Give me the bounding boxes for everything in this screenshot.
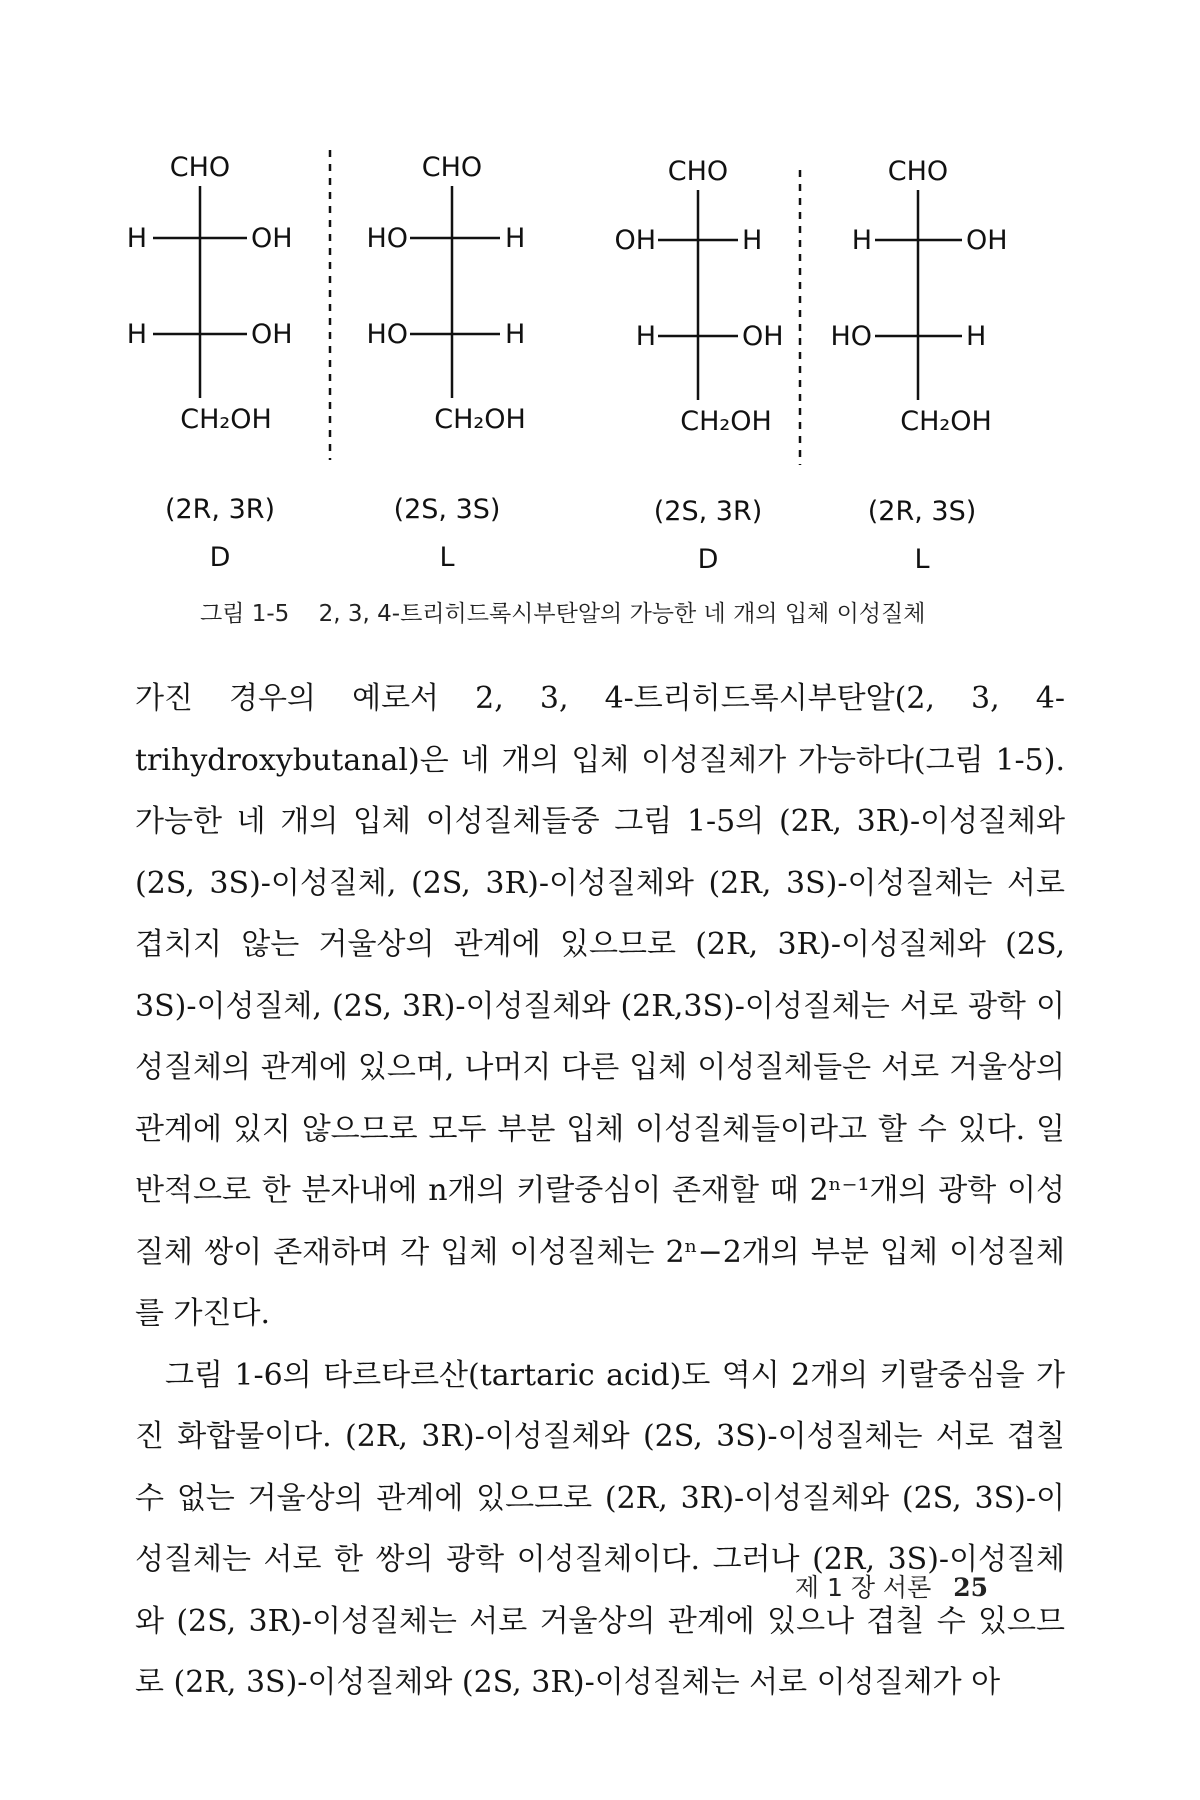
structure-2R-3R xyxy=(127,152,293,573)
s4-r2-left: HO xyxy=(830,321,872,352)
s3-config: (2S, 3R) xyxy=(653,496,763,527)
s2-r1-right: H xyxy=(505,223,526,254)
s2-top: CHO xyxy=(421,152,483,183)
s3-series: D xyxy=(697,544,719,575)
figure-caption xyxy=(200,595,1060,628)
s4-bottom: CH₂OH xyxy=(900,406,992,437)
s2-r2-right: H xyxy=(505,319,526,350)
s4-r1-left: H xyxy=(851,225,872,256)
s1-top: CHO xyxy=(169,152,231,183)
s2-r1-left: HO xyxy=(366,223,408,254)
s4-top: CHO xyxy=(887,156,949,187)
paragraph-1: 가진 경우의 예로서 2, 3, 4-트리히드록시부탄알(2, 3, 4-trihydroxybutanal)은 네 개의 입체 이성질체가 가능하다(그림 1-5). 가능한 네 개의 입체 이성질체들중 그림 1-5의 (2R, 3R)-이성질체와 (2S, 3S)-이성질체, (2S, 3R)-이성질체와 (2R, 3S)-이성질체는 서로 겹치지 않는 거울상의 관계에 있으므로 (2R, 3R)-이성질체와 (2S, 3S)-이성질체, (2S, 3R)-이성질체와 (2R,3S)-이성질체는 서로 광학 이성질체의 관계에 있으며, 나머지 다른 입체 이성질체들은 서로 거울상의 관계에 있지 않으므로 모두 부분 입체 이성질체들이라고 할 수 있다. 일반적으로 한 분자내에 n개의 키랄중심이 존재할 때 2ⁿ⁻¹개의 광학 이성질체 쌍이 존재하며 각 입체 이성질체는 2ⁿ−2개의 부분 입체 이성질체를 가진다. xyxy=(135,681,1065,1331)
paragraph-2: 그림 1-6의 타르타르산(tartaric acid)도 역시 2개의 키랄중심을 가진 화합물이다. (2R, 3R)-이성질체와 (2S, 3S)-이성질체는 서로 겹칠 수 없는 거울상의 관계에 있으므로 (2R, 3R)-이성질체와 (2S, 3S)-이성질체는 서로 한 쌍의 광학 이성질체이다. 그러나 (2R, 3S)-이성질체와 (2S, 3R)-이성질체는 서로 거울상의 관계에 있으나 겹칠 수 있으므로 (2R, 3S)-이성질체와 (2S, 3R)-이성질체는 서로 이성질체가 아 xyxy=(135,1357,1065,1700)
s4-r1-right: OH xyxy=(966,225,1008,256)
s3-r2-right: OH xyxy=(742,321,784,352)
s4-r2-right: H xyxy=(966,321,987,352)
figure-caption-text: 2, 3, 4-트리히드록시부탄알의 가능한 네 개의 입체 이성질체 xyxy=(318,601,926,627)
s1-series: D xyxy=(209,542,231,573)
page-footer xyxy=(795,1568,988,1604)
s4-series: L xyxy=(914,544,930,575)
s1-r2-right: OH xyxy=(251,319,293,350)
structure-2R-3S xyxy=(830,156,1007,575)
s2-series: L xyxy=(439,542,455,573)
s2-bottom: CH₂OH xyxy=(434,404,526,435)
s3-r1-right: H xyxy=(742,225,763,256)
s1-bottom: CH₂OH xyxy=(180,404,272,435)
s3-r2-left: H xyxy=(635,321,656,352)
structure-2S-3S xyxy=(366,152,525,573)
body-text xyxy=(135,668,1065,1714)
s1-r1-right: OH xyxy=(251,223,293,254)
s3-top: CHO xyxy=(667,156,729,187)
page-number: 25 xyxy=(953,1573,988,1602)
chapter-title: 제 1 장 서론 xyxy=(794,1573,932,1602)
s1-r2-left: H xyxy=(126,319,147,350)
s4-config: (2R, 3S) xyxy=(867,496,977,527)
s1-config: (2R, 3R) xyxy=(164,494,276,525)
figure-caption-number: 그림 1-5 xyxy=(200,601,290,627)
s1-r1-left: H xyxy=(126,223,147,254)
s3-bottom: CH₂OH xyxy=(680,406,772,437)
s2-config: (2S, 3S) xyxy=(393,494,501,525)
fischer-projection-figure xyxy=(0,0,1200,620)
s3-r1-left: OH xyxy=(614,225,656,256)
s2-r2-left: HO xyxy=(366,319,408,350)
structure-2S-3R xyxy=(614,156,783,575)
